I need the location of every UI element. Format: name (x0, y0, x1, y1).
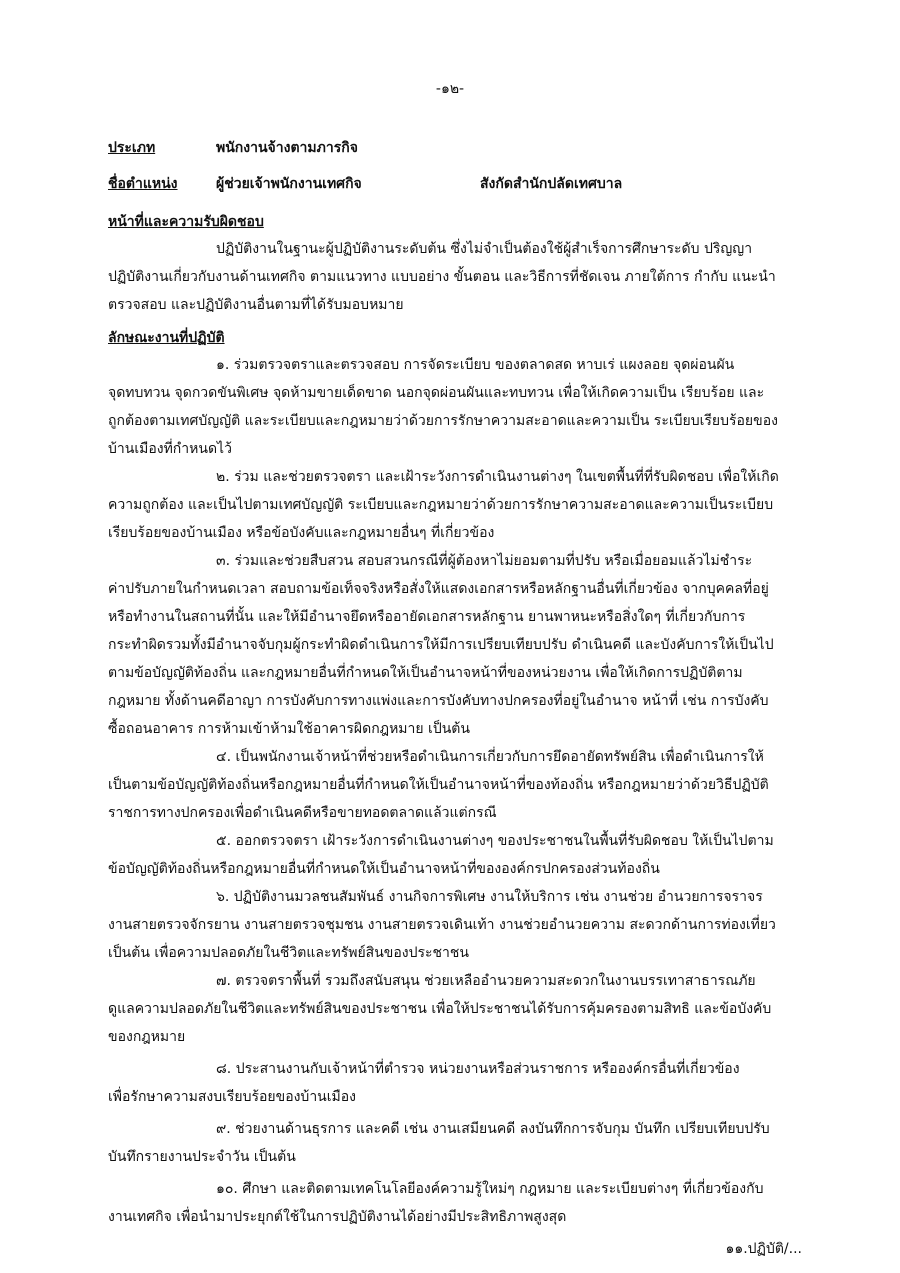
work-line: บันทึกรายงานประจำวัน เป็นต้น (108, 1149, 296, 1165)
work-item-5: ๕. ออกตรวจตรา เฝ้าระวังการดำเนินงานต่างๆ ของประชาชนในพื้นที่รับผิดชอบ ให้เป็นไปตาม (216, 833, 774, 849)
work-line: งานเทศกิจ เพื่อนำมาประยุกต์ใช้ในการปฏิบัติงานได้อย่างมีประสิทธิภาพสูงสุด (108, 1209, 567, 1225)
work-item-7: ๗. ตรวจตราพื้นที่ รวมถึงสนับสนุน ช่วยเหลืออำนวยความสะดวกในงานบรรเทาสาธารณภัย (216, 973, 756, 989)
duties-heading: หน้าที่และความรับผิดชอบ (108, 214, 264, 230)
work-item-6: ๖. ปฏิบัติงานมวลชนสัมพันธ์ งานกิจการพิเศษ งานให้บริการ เช่น งานช่วย อำนวยการจราจร (216, 889, 763, 905)
type-label: ประเภท (108, 140, 156, 156)
work-line: ดูแลความปลอดภัยในชีวิตและทรัพย์สินของประชาชน เพื่อให้ประชาชนได้รับการคุ้มครองตามสิทธิ และข้อบังคับ (108, 1001, 772, 1017)
work-line: ตามข้อบัญญัติท้องถิ่น และกฎหมายอื่นที่กำหนดให้เป็นอำนาจหน้าที่ของหน่วยงาน เพื่อให้เกิดการปฏิบัติตาม (108, 665, 743, 681)
duties-line: ตรวจสอบ และปฏิบัติงานอื่นตามที่ได้รับมอบหมาย (108, 297, 404, 313)
page-number: -๑๒- (435, 81, 465, 97)
work-line: กระทำผิดรวมทั้งมีอำนาจจับกุมผู้กระทำผิดดำเนินการให้มีการเปรียบเทียบปรับ ดำเนินคดี และบังคับการให้เป็นไป (108, 637, 774, 653)
work-line: เป็นตามข้อบัญญัติท้องถิ่นหรือกฎหมายอื่นที่กำหนดให้เป็นอำนาจหน้าที่ของท้องถิ่น หรือกฎหมายว่าด้วยวิธีปฏิบัติ (108, 777, 769, 793)
work-line: จุดทบทวน จุดกวดขันพิเศษ จุดห้ามขายเด็ดขาด นอกจุดผ่อนผันและทบทวน เพื่อให้เกิดความเป็น เรียบร้อย และ (108, 385, 765, 401)
work-line: ซื้อถอนอาคาร การห้ามเข้าห้ามใช้อาคารผิดกฎหมาย เป็นต้น (108, 721, 470, 737)
work-item-9: ๙. ช่วยงานด้านธุรการ และคดี เช่น งานเสมียนคดี ลงบันทึกการจับกุม บันทึก เปรียบเทียบปรับ (216, 1121, 770, 1137)
work-item-10: ๑๐. ศึกษา และติดตามเทคโนโลยีองค์ความรู้ใหม่ๆ กฎหมาย และระเบียบต่างๆ ที่เกี่ยวข้องกับ (216, 1181, 764, 1197)
work-line: หรือทำงานในสถานที่นั้น และให้มีอำนาจยึดหรืออายัดเอกสารหลักฐาน ยานพาหนะหรือสิ่งใดๆ ที่เกี่ยวกับการ (108, 609, 746, 625)
work-line: ค่าปรับภายในกำหนดเวลา สอบถามข้อเท็จจริงหรือสั่งให้แสดงเอกสารหรือหลักฐานอื่นที่เกี่ยวข้อง จากบุคคลที่อยู่ (108, 581, 769, 597)
continuation-marker: ๑๑.ปฏิบัติ/... (725, 1241, 802, 1257)
type-value: พนักงานจ้างตามภารกิจ (216, 140, 358, 156)
affiliation: สังกัดสำนักปลัดเทศบาล (480, 176, 623, 192)
work-line: ข้อบัญญัติท้องถิ่นหรือกฎหมายอื่นที่กำหนดให้เป็นอำนาจหน้าที่ขององค์กรปกครองส่วนท้องถิ่น (108, 861, 660, 877)
work-line: เป็นต้น เพื่อความปลอดภัยในชีวิตและทรัพย์สินของประชาชน (108, 945, 469, 961)
work-heading: ลักษณะงานที่ปฏิบัติ (108, 330, 225, 346)
work-line: ความถูกต้อง และเป็นไปตามเทศบัญญัติ ระเบียบและกฎหมายว่าด้วยการรักษาความสะอาดและความเป็นระเบียบ (108, 497, 774, 513)
duties-line: ปฏิบัติงานเกี่ยวกับงานด้านเทศกิจ ตามแนวทาง แบบอย่าง ขั้นตอน และวิธีการที่ชัดเจน ภายใต้การ กำกับ แนะนำ (108, 269, 776, 285)
work-item-8: ๘. ประสานงานกับเจ้าหน้าที่ตำรวจ หน่วยงานหรือส่วนราชการ หรือองค์กรอื่นที่เกี่ยวข้อง (216, 1061, 740, 1077)
duties-line: ปฏิบัติงานในฐานะผู้ปฏิบัติงานระดับต้น ซึ่งไม่จำเป็นต้องใช้ผู้สำเร็จการศึกษาระดับ ปริญญา (216, 241, 753, 257)
work-line: ราชการทางปกครองเพื่อดำเนินคดีหรือขายทอดตลาดแล้วแต่กรณี (108, 805, 497, 821)
work-line: กฎหมาย ทั้งด้านคดีอาญา การบังคับการทางแพ่งและการบังคับทางปกครองที่อยู่ในอำนาจ หน้าที่ เช่น การบังคับ (108, 693, 769, 709)
position-label: ชื่อตำแหน่ง (108, 176, 178, 192)
work-item-3: ๓. ร่วมและช่วยสืบสวน สอบสวนกรณีที่ผู้ต้องหาไม่ยอมตามที่ปรับ หรือเมื่อยอมแล้วไม่ชำระ (216, 553, 753, 569)
work-item-2: ๒. ร่วม และช่วยตรวจตรา และเฝ้าระวังการดำเนินงานต่างๆ ในเขตพื้นที่ที่รับผิดชอบ เพื่อให้เกิด (216, 469, 779, 485)
work-line: งานสายตรวจจักรยาน งานสายตรวจชุมชน งานสายตรวจเดินเท้า งานช่วยอำนวยความ สะดวกด้านการท่องเที่ยว (108, 917, 776, 933)
work-line: บ้านเมืองที่กำหนดไว้ (108, 441, 232, 457)
work-line: เรียบร้อยของบ้านเมือง หรือข้อบังคับและกฎหมายอื่นๆ ที่เกี่ยวข้อง (108, 525, 495, 541)
work-item-1: ๑. ร่วมตรวจตราและตรวจสอบ การจัดระเบียบ ของตลาดสด หาบเร่ แผงลอย จุดผ่อนผัน (216, 357, 735, 373)
work-line: ของกฎหมาย (108, 1029, 186, 1045)
work-item-4: ๔. เป็นพนักงานเจ้าหน้าที่ช่วยหรือดำเนินการเกี่ยวกับการยึดอายัดทรัพย์สิน เพื่อดำเนินการให้ (216, 749, 764, 765)
position-value: ผู้ช่วยเจ้าพนักงานเทศกิจ (216, 176, 362, 192)
work-line: เพื่อรักษาความสงบเรียบร้อยของบ้านเมือง (108, 1089, 357, 1105)
work-line: ถูกต้องตามเทศบัญญัติ และระเบียบและกฎหมายว่าด้วยการรักษาความสะอาดและความเป็น ระเบียบเรียบร้อยของ (108, 413, 778, 429)
